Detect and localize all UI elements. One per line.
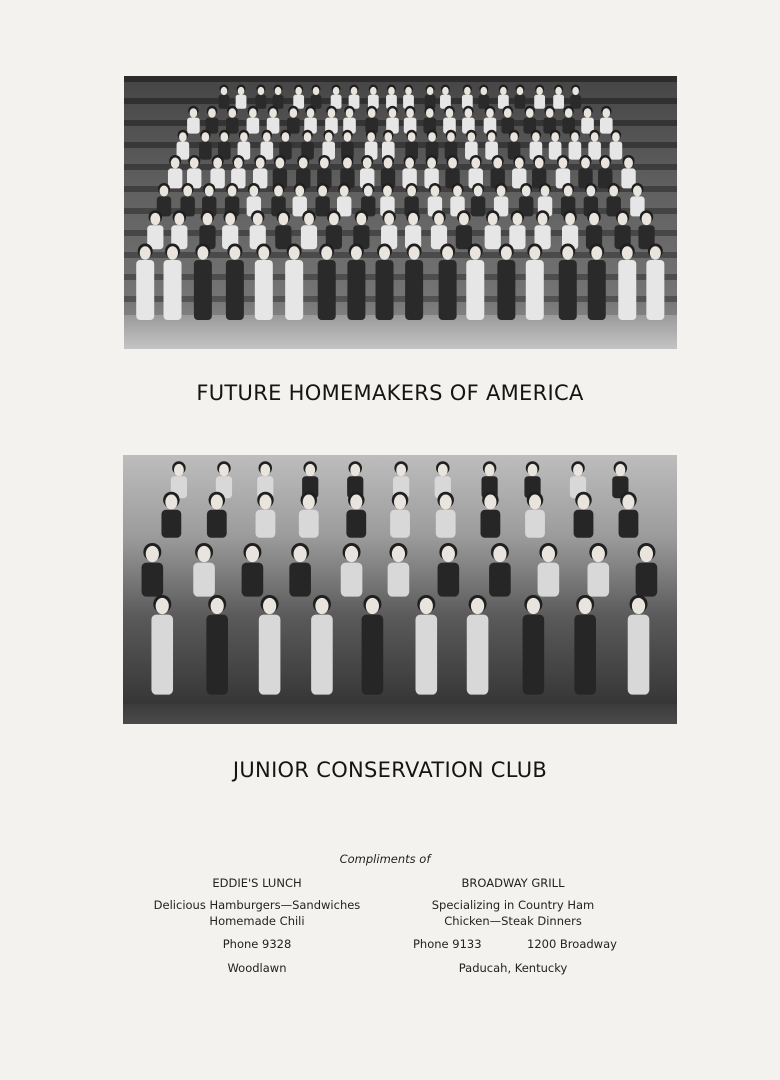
junior-conservation-caption: JUNIOR CONSERVATION CLUB [232, 758, 548, 782]
future-homemakers-caption: FUTURE HOMEMAKERS OF AMERICA [196, 381, 584, 405]
broadway-grill-phone: Phone 9133 [413, 937, 482, 951]
eddies-lunch-name: EDDIE'S LUNCH [212, 876, 302, 890]
broadway-grill-city: Paducah, Kentucky [458, 961, 568, 975]
eddies-lunch-line2: Homemade Chili [209, 914, 305, 928]
compliments-of-text: Compliments of [339, 852, 431, 866]
eddies-lunch-phone: Phone 9328 [222, 937, 292, 951]
eddies-lunch-line1: Delicious Hamburgers—Sandwiches [153, 898, 361, 912]
broadway-grill-name: BROADWAY GRILL [461, 876, 565, 890]
broadway-grill-line1: Specializing in Country Ham [431, 898, 595, 912]
broadway-grill-line2: Chicken—Steak Dinners [444, 914, 582, 928]
broadway-grill-address: 1200 Broadway [527, 937, 617, 951]
eddies-lunch-location: Woodlawn [227, 961, 287, 975]
